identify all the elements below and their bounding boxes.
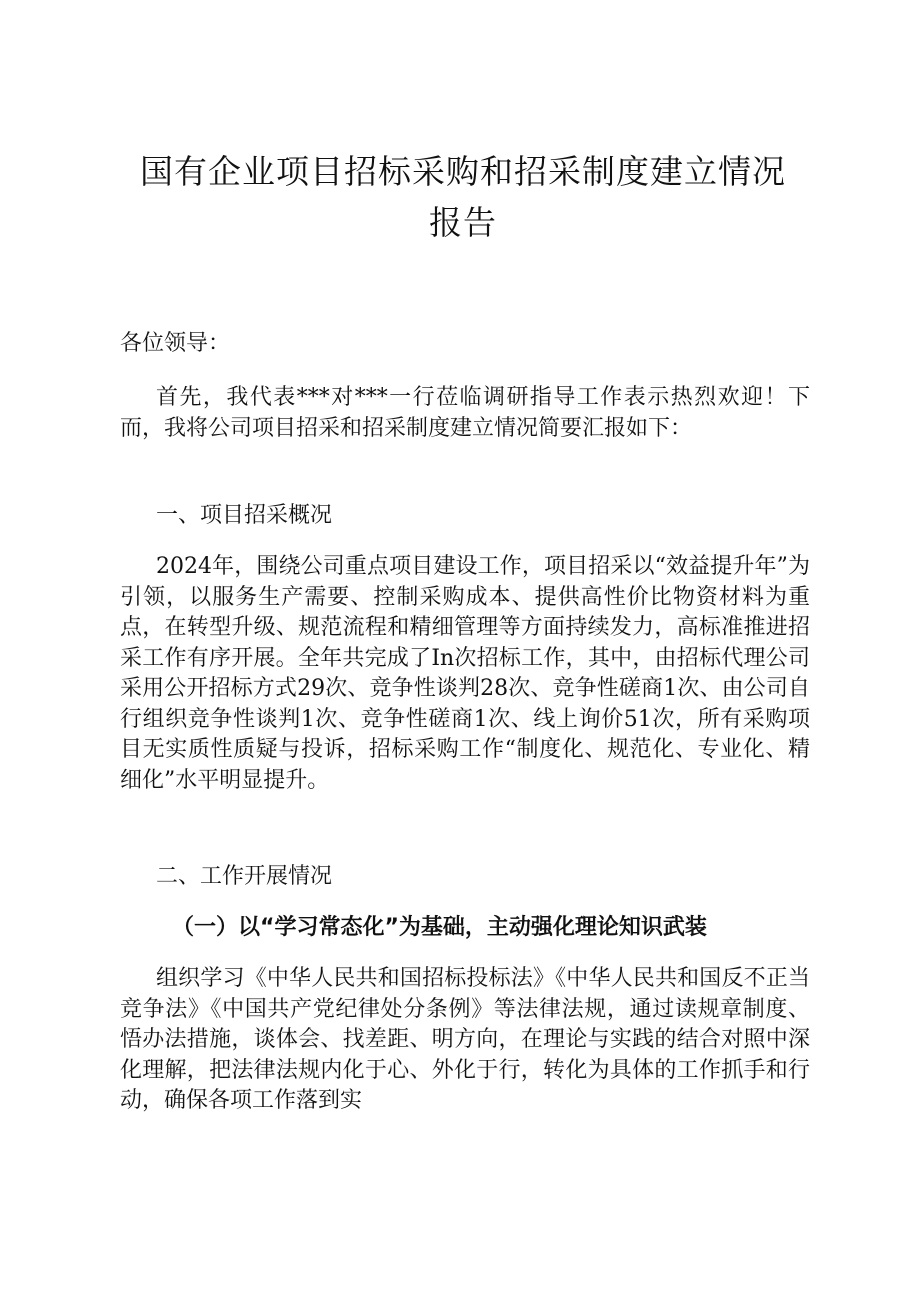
document-title: 国有企业项目招标采购和招采制度建立情况报告 xyxy=(140,152,786,242)
subsection1-heading: （一）以“学习常态化”为基础，主动强化理论知识武装 xyxy=(172,915,707,940)
subsection1-body: 组织学习《中华人民共和国招标投标法》《中华人民共和国反不正当竞争法》《中国共产党纪律处分条例》等法律法规，通过读规章制度、悟办法措施，谈体会、找差距、明方向，在理论与实践的结合对照中深化理解，把法律法规内化于心、外化于行，转化为具体的工作抓手和行动，确保各项工作落到实 xyxy=(120,966,810,1113)
section2-heading: 二、工作开展情况 xyxy=(156,864,333,889)
section1-heading: 一、项目招采概况 xyxy=(156,503,333,528)
salutation: 各位领导： xyxy=(120,331,231,356)
intro-paragraph: 首先，我代表***对***一行莅临调研指导工作表示热烈欢迎！下而，我将公司项目招采和招采制度建立情况简要汇报如下： xyxy=(120,385,810,441)
section1-body: 2024年，围绕公司重点项目建设工作，项目招采以“效益提升年”为引领，以服务生产需要、控制采购成本、提供高性价比物资材料为重点，在转型升级、规范流程和精细管理等方面持续发力，高标准推进招采工作有序开展。全年共完成了In次招标工作，其中，由招标代理公司采用公开招标方式29次、竞争性谈判28次、竞争性磋商1次、由公司自行组织竞争性谈判1次、竞争性磋商1次、线上询价51次，所有采购项目无实质性质疑与投诉，招标采购工作“制度化、规范化、专业化、精细化”水平明显提升。 xyxy=(120,554,810,793)
